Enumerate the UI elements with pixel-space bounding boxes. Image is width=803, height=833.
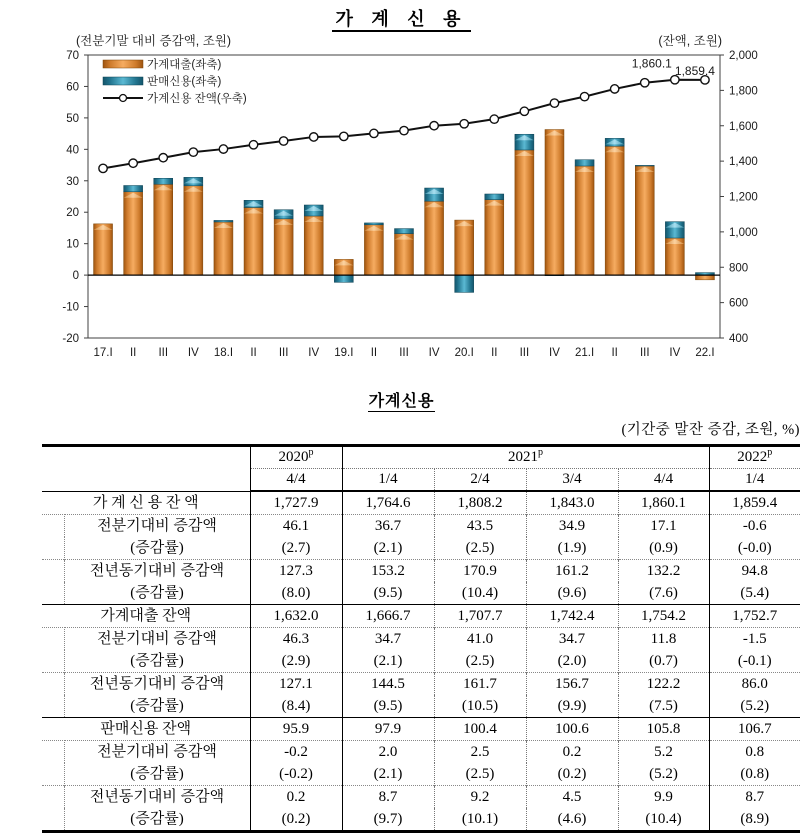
household-loan-bar	[154, 184, 173, 275]
left-axis-tick-label: -10	[62, 301, 79, 314]
household-loan-bar	[635, 166, 654, 275]
table-value: (0.2)	[250, 808, 342, 832]
household-loan-bar	[695, 275, 714, 280]
balance-line-marker	[189, 148, 197, 156]
balance-line-marker	[550, 99, 558, 107]
table-value: 122.2	[618, 673, 709, 696]
balance-value: 1,764.6	[342, 491, 434, 515]
sale-credit-bar	[124, 185, 143, 191]
sub-row	[42, 582, 800, 605]
year-label: 2021	[508, 449, 538, 465]
table-value: (2.1)	[342, 537, 434, 560]
x-axis-label: II	[370, 347, 378, 359]
sub-row-label: 전분기대비 증감액	[64, 515, 250, 538]
balance-value: 1,727.9	[250, 491, 342, 515]
table-value: 46.3	[250, 628, 342, 651]
left-axis-tick-label: 40	[66, 144, 79, 157]
table-value: (9.5)	[342, 582, 434, 605]
quarter-header: 4/4	[250, 469, 342, 492]
x-axis-label: 22.I	[695, 347, 715, 359]
table-value: (2.0)	[526, 650, 618, 673]
table-value: (-0.1)	[737, 653, 772, 669]
x-axis-label: 17.I	[93, 347, 113, 359]
balance-line-marker	[610, 85, 618, 93]
indent-cell	[42, 560, 64, 583]
balance-point-label: 1,860.1	[631, 56, 672, 71]
table-value: (2.1)	[342, 763, 434, 786]
chart-title	[0, 5, 803, 31]
household-loan-bar	[545, 130, 564, 276]
left-axis-tick-label: 50	[66, 112, 79, 125]
sub-row-label: (증감률)	[64, 808, 250, 832]
right-axis-tick-label: 2,000	[729, 50, 758, 62]
table-value: 0.2	[526, 741, 618, 764]
table-value: 0.2	[250, 786, 342, 809]
indent-cell	[42, 582, 64, 605]
right-axis-tick-label: 400	[729, 333, 749, 345]
year-header-2021	[342, 446, 709, 469]
x-axis-label: III	[399, 347, 409, 359]
balance-value: 97.9	[342, 718, 434, 741]
table-value: (2.7)	[250, 537, 342, 560]
sub-row-label: 전년동기대비 증감액	[64, 560, 250, 583]
x-axis-label: II	[250, 347, 257, 359]
table-value: (2.5)	[434, 763, 526, 786]
table-value: (10.4)	[618, 808, 709, 832]
sub-row-label: (증감률)	[64, 763, 250, 786]
balance-value: 95.9	[250, 718, 342, 741]
section-row	[42, 491, 800, 515]
table-value: 4.5	[526, 786, 618, 809]
sale-credit-bar	[214, 220, 233, 222]
household-loan-bar	[425, 201, 444, 275]
table-value: 43.5	[434, 515, 526, 538]
household-loan-bar	[364, 225, 383, 275]
household-loan-bar	[605, 146, 624, 275]
quarter-header: 4/4	[618, 469, 709, 492]
balance-line-marker	[520, 107, 528, 115]
household-loan-bar	[274, 219, 293, 275]
sub-row	[42, 763, 800, 786]
table-value: 11.8	[618, 628, 709, 651]
table-value: 132.2	[618, 560, 709, 583]
table-value: (9.7)	[342, 808, 434, 832]
x-axis-label: III	[519, 347, 530, 359]
table-value: (1.9)	[526, 537, 618, 560]
household-loan-bar	[575, 166, 594, 275]
table-title	[0, 388, 803, 411]
x-axis-label: 21.I	[574, 347, 595, 359]
right-axis-tick-label: 600	[729, 297, 749, 310]
household-loan-bar	[124, 192, 143, 275]
section-label: 가계대출 잔액	[42, 605, 250, 628]
sub-row	[42, 808, 800, 832]
household-loan-bar	[214, 222, 233, 275]
left-axis-tick-label: 10	[66, 238, 79, 251]
balance-line-marker	[219, 145, 227, 153]
left-axis-caption: (전분기말 대비 증감액, 조원)	[76, 34, 232, 48]
balance-point-label: 1,859.4	[674, 63, 715, 78]
table-value: (0.2)	[526, 763, 618, 786]
table-value: 34.9	[526, 515, 618, 538]
balance-line-marker	[340, 132, 348, 140]
x-axis-label: III	[158, 347, 169, 359]
sale-credit-bar	[455, 275, 474, 292]
sale-credit-bar	[635, 165, 654, 166]
table-body	[42, 491, 800, 832]
x-axis-label: II	[491, 347, 498, 359]
balance-value: 100.4	[434, 718, 526, 741]
household-loan-bar	[184, 186, 203, 275]
table-value: 34.7	[342, 628, 434, 651]
right-axis-tick-label: 1,600	[729, 120, 758, 133]
sub-row-label: (증감률)	[64, 582, 250, 605]
table-value: (2.1)	[342, 650, 434, 673]
x-axis-label: 18.I	[213, 347, 234, 359]
table-value: (5.2)	[618, 763, 709, 786]
table-value: 153.2	[342, 560, 434, 583]
household-credit-table	[42, 444, 800, 833]
balance-line-marker	[159, 154, 167, 162]
section-row	[42, 605, 800, 628]
balance-value: 1,666.7	[342, 605, 434, 628]
table-value: (10.5)	[434, 695, 526, 718]
sub-row	[42, 560, 800, 583]
table-value: (-0.0)	[737, 540, 772, 556]
right-axis-tick-label: 800	[729, 262, 749, 275]
table-value: 9.2	[434, 786, 526, 809]
year-header-2020	[250, 446, 342, 469]
right-axis-tick-label: 1,000	[729, 226, 758, 239]
table-value: (2.5)	[434, 537, 526, 560]
table-value: (8.9)	[740, 811, 770, 827]
legend-label: 가계대출(좌축)	[147, 59, 222, 71]
household-loan-bar	[304, 216, 323, 275]
section-label: 가 계 신 용 잔 액	[42, 491, 250, 515]
table-value: (9.6)	[526, 582, 618, 605]
right-axis-caption: (잔액, 조원)	[658, 34, 722, 48]
balance-value: 105.8	[618, 718, 709, 741]
table-value: 36.7	[342, 515, 434, 538]
table-value: 17.1	[618, 515, 709, 538]
balance-value: 1,808.2	[434, 491, 526, 515]
indent-cell	[42, 628, 64, 651]
table-value: (2.9)	[250, 650, 342, 673]
balance-value: 106.7	[709, 718, 800, 741]
table-value: -0.6	[709, 515, 800, 538]
left-axis-tick-label: -20	[62, 333, 79, 345]
chart-title-text: 가 계 신 용	[332, 9, 470, 32]
table-value: 9.9	[618, 786, 709, 809]
table-value: (5.2)	[740, 698, 770, 714]
x-axis-label: IV	[549, 347, 560, 359]
household-loan-bar	[395, 234, 414, 276]
table-value: 41.0	[434, 628, 526, 651]
table-value: (8.4)	[250, 695, 342, 718]
table-value: 34.7	[526, 628, 618, 651]
table-year-row	[42, 446, 800, 469]
balance-value: 1,752.7	[709, 605, 800, 628]
table-value: 46.1	[250, 515, 342, 538]
balance-line-marker	[460, 120, 468, 128]
table-value: (7.6)	[618, 582, 709, 605]
sub-row	[42, 673, 800, 696]
legend-swatch-household-loan	[103, 60, 143, 68]
table-title-text: 가계신용	[368, 393, 435, 410]
left-axis-tick-label: 30	[66, 175, 79, 188]
table-value: (10.4)	[434, 582, 526, 605]
table-value: (2.5)	[434, 650, 526, 673]
balance-line-marker	[129, 159, 137, 167]
left-axis-tick-label: 60	[66, 81, 79, 94]
sub-row	[42, 650, 800, 673]
balance-value: 1,632.0	[250, 605, 342, 628]
x-axis-label: III	[639, 347, 650, 359]
table-value: (10.1)	[434, 808, 526, 832]
balance-line-marker	[430, 121, 438, 129]
table-value: (9.5)	[342, 695, 434, 718]
right-axis-tick-label: 1,400	[729, 156, 758, 169]
indent-cell	[42, 808, 64, 832]
balance-value: 1,859.4	[709, 491, 800, 515]
quarter-header: 3/4	[526, 469, 618, 492]
balance-line-marker	[641, 79, 649, 87]
table-value: 170.9	[434, 560, 526, 583]
household-loan-bar	[94, 224, 113, 275]
left-axis-tick-label: 70	[66, 50, 79, 62]
left-axis-tick-label: 0	[72, 270, 79, 283]
quarter-header: 1/4	[342, 469, 434, 492]
sub-row-label: 전분기대비 증감액	[64, 741, 250, 764]
table-value: -0.2	[250, 741, 342, 764]
balance-line-marker	[99, 164, 107, 172]
section-row	[42, 718, 800, 741]
table-value: 5.2	[618, 741, 709, 764]
table-value: (5.4)	[740, 585, 770, 601]
x-axis-label: IV	[187, 347, 199, 359]
sub-row	[42, 741, 800, 764]
table-value: 2.5	[434, 741, 526, 764]
year-label: 2020	[278, 449, 309, 465]
left-axis-tick-label: 20	[66, 207, 79, 220]
year-header-2022	[709, 446, 800, 469]
balance-value: 1,860.1	[618, 491, 709, 515]
balance-line-marker	[370, 129, 378, 137]
indent-cell	[42, 763, 64, 786]
table-value: (7.5)	[618, 695, 709, 718]
section-label: 판매신용 잔액	[42, 718, 250, 741]
sub-row-label: (증감률)	[64, 650, 250, 673]
balance-value: 100.6	[526, 718, 618, 741]
balance-value: 1,754.2	[618, 605, 709, 628]
sub-row	[42, 695, 800, 718]
household-loan-bar	[244, 208, 263, 276]
table-value: 127.3	[250, 560, 342, 583]
indent-cell	[42, 673, 64, 696]
sub-row-label: (증감률)	[64, 695, 250, 718]
table-value: (9.9)	[526, 695, 618, 718]
table-value: 161.2	[526, 560, 618, 583]
table-value: (4.6)	[526, 808, 618, 832]
table-value: 8.7	[342, 786, 434, 809]
x-axis-label: II	[611, 347, 618, 359]
indent-cell	[42, 695, 64, 718]
table-value: (0.8)	[740, 766, 770, 782]
x-axis-label: 19.I	[334, 347, 354, 359]
sale-credit-bar	[575, 160, 594, 166]
table-value: (8.0)	[250, 582, 342, 605]
quarter-header: 2/4	[434, 469, 526, 492]
table-unit-note: (기간중 말잔 증감, 조원, %)	[621, 422, 800, 438]
sub-row-label: 전분기대비 증감액	[64, 628, 250, 651]
year-sup: p	[767, 447, 773, 458]
right-axis-tick-label: 1,200	[729, 191, 758, 204]
balance-line-marker	[310, 133, 318, 141]
sale-credit-bar	[395, 229, 414, 234]
table-value: 8.7	[709, 786, 800, 809]
sub-row	[42, 537, 800, 560]
table-value: (-0.2)	[250, 763, 342, 786]
table-corner-cell	[42, 446, 250, 492]
x-axis-label: III	[278, 347, 289, 359]
table-value: (0.7)	[618, 650, 709, 673]
sale-credit-bar	[154, 178, 173, 184]
balance-value: 1,742.4	[526, 605, 618, 628]
indent-cell	[42, 786, 64, 809]
x-axis-label: IV	[428, 347, 440, 359]
indent-cell	[42, 537, 64, 560]
year-sup: p	[538, 447, 543, 458]
x-axis-label: IV	[308, 347, 320, 359]
indent-cell	[42, 515, 64, 538]
indent-cell	[42, 741, 64, 764]
sale-credit-bar	[334, 275, 353, 282]
balance-line-marker	[249, 141, 257, 149]
x-axis-label: 20.I	[454, 347, 474, 359]
table-value: (0.9)	[618, 537, 709, 560]
sub-row-label: (증감률)	[64, 537, 250, 560]
legend-line-marker	[120, 95, 127, 102]
year-label: 2022	[737, 449, 768, 465]
table-header	[42, 446, 800, 492]
balance-line-marker	[580, 92, 588, 100]
table-value: 0.8	[709, 741, 800, 764]
sub-row	[42, 628, 800, 651]
balance-line-marker	[400, 126, 408, 134]
legend-swatch-sale-credit	[103, 77, 143, 85]
table-value: 94.8	[709, 560, 800, 583]
sub-row-label: 전년동기대비 증감액	[64, 673, 250, 696]
quarter-header: 1/4	[709, 469, 800, 492]
balance-value: 1,843.0	[526, 491, 618, 515]
table-value: 86.0	[709, 673, 800, 696]
indent-cell	[42, 650, 64, 673]
x-axis-label: IV	[669, 347, 681, 359]
sale-credit-bar	[485, 194, 504, 200]
sale-credit-bar	[364, 223, 383, 225]
table-value: 161.7	[434, 673, 526, 696]
balance-line-marker	[490, 115, 498, 123]
table-value: 2.0	[342, 741, 434, 764]
legend-label: 판매신용(좌축)	[147, 76, 222, 88]
balance-value: 1,707.7	[434, 605, 526, 628]
sub-row	[42, 786, 800, 809]
legend-label: 가계신용 잔액(우축)	[147, 93, 247, 105]
household-loan-bar	[515, 150, 534, 275]
year-sup: p	[308, 447, 314, 458]
balance-line-marker	[279, 137, 287, 145]
table-value: 127.1	[250, 673, 342, 696]
sub-row	[42, 515, 800, 538]
right-axis-tick-label: 1,800	[729, 85, 758, 98]
household-loan-bar	[455, 220, 474, 275]
household-loan-bar	[485, 200, 504, 275]
table-value: -1.5	[709, 628, 800, 651]
household-credit-chart	[0, 0, 803, 375]
table-value: 144.5	[342, 673, 434, 696]
table-value: 156.7	[526, 673, 618, 696]
sub-row-label: 전년동기대비 증감액	[64, 786, 250, 809]
x-axis-label: II	[129, 347, 137, 359]
